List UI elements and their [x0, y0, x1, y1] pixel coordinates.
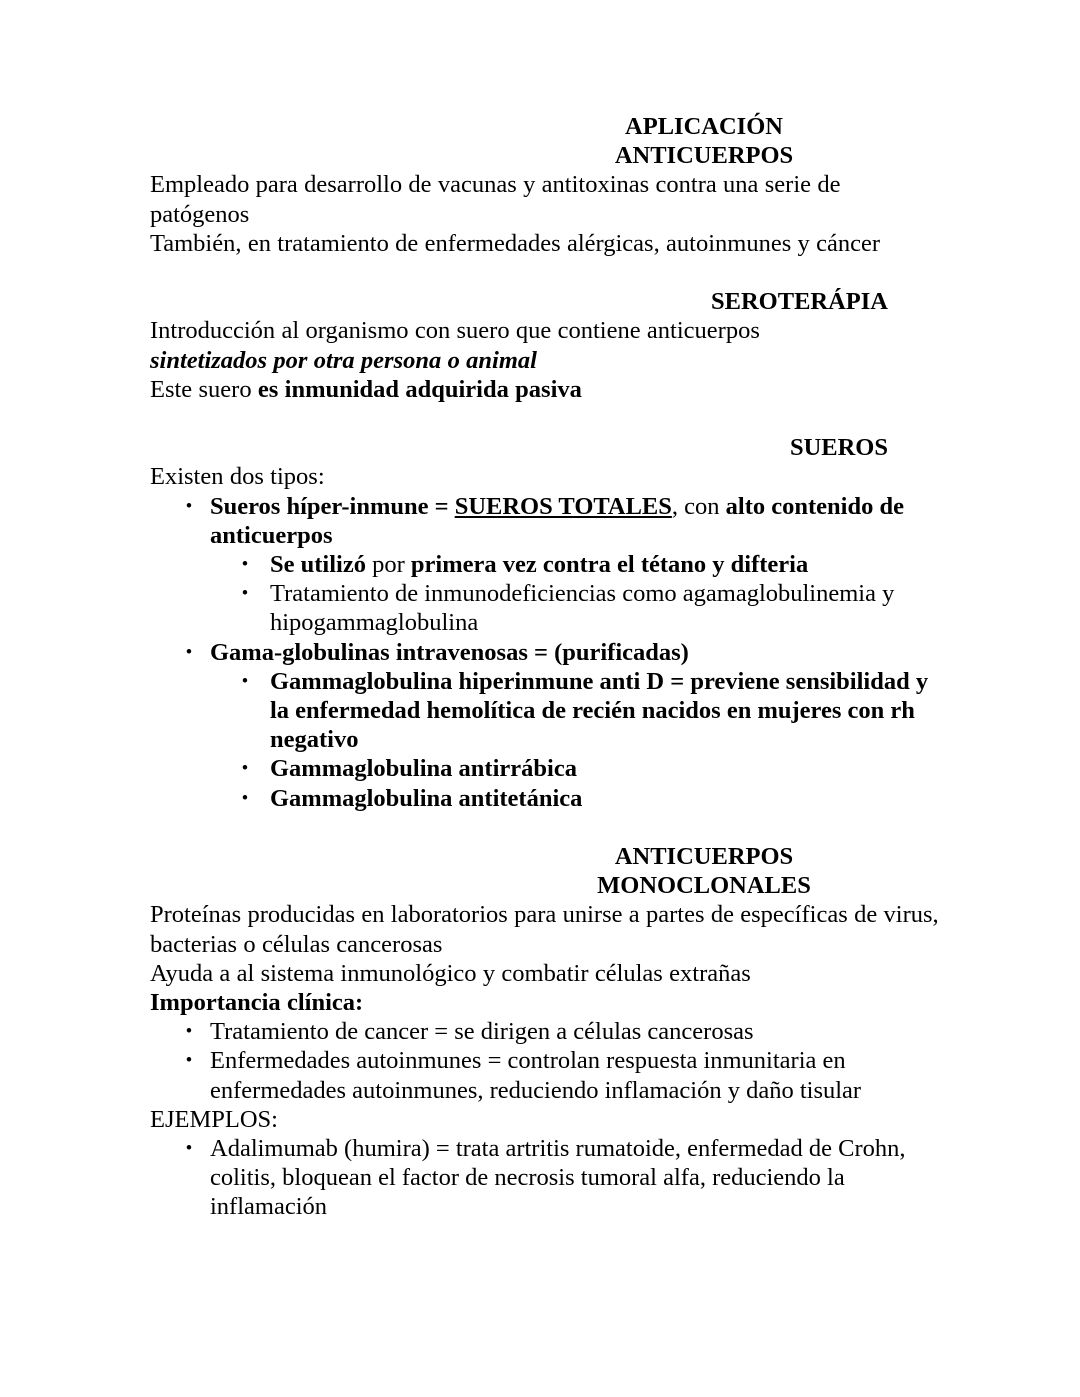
list-item [241, 579, 940, 637]
list-item-text: Enfermedades autoinmunes = controlan respuesta inmunitaria en enfermedades autoinmunes, reduciendo inflamación y daño tisular [210, 1047, 862, 1104]
section-heading-aplicacion-line1: APLICACIÓN [625, 113, 783, 140]
section-heading-monoclonales-line1: ANTICUERPOS [614, 843, 794, 871]
list-item-text [270, 550, 940, 579]
list-item [241, 550, 940, 579]
text-por-connector: por [365, 551, 411, 579]
list-item [150, 1134, 940, 1222]
bullet-icon: • [241, 670, 249, 692]
bullet-icon: • [185, 1138, 193, 1160]
list-item-text: Tratamiento de cancer = se dirigen a células cancerosas [210, 1018, 754, 1046]
importancia-clinica-list [150, 1017, 940, 1105]
spacer-3 [150, 813, 940, 842]
paragraph-proteinas: Proteínas producidas en laboratorios para unirse a partes de específicas de virus, bacterias o células cancerosas [150, 901, 939, 958]
list-item [150, 1046, 940, 1104]
list-item-text: Gammaglobulina antirrábica [270, 755, 577, 783]
sueros-hiper-sublist [150, 550, 940, 638]
paragraph-empleado: Empleado para desarrollo de vacunas y antitoxinas contra una serie de patógenos [150, 171, 841, 228]
section-heading-monoclonales-line2: MONOCLONALES [597, 872, 811, 900]
paragraph-este-suero [150, 375, 940, 404]
text-este-suero-prefix: Este suero [150, 375, 258, 403]
list-item-text: Gammaglobulina antitetánica [270, 784, 583, 812]
text-sintetizados: sintetizados por otra persona o animal [150, 346, 537, 374]
bullet-icon: • [185, 1050, 193, 1072]
spacer-1 [150, 258, 940, 287]
label-ejemplos: EJEMPLOS: [150, 1105, 278, 1133]
bullet-icon: • [241, 787, 249, 809]
sueros-list [150, 492, 940, 813]
text-se-utilizo: Se utilizó [270, 551, 366, 579]
paragraph-sintetizados [150, 346, 940, 375]
text-primera-vez-tetano: primera vez contra el tétano y difteria [410, 551, 809, 579]
text-sueros-hiper-inmune: Sueros híper-inmune = [210, 492, 455, 520]
list-item-text: Adalimumab (humira) = trata artritis rumatoide, enfermedad de Crohn, colitis, bloquean el factor de necrosis tumoral alfa, reduciendo la inflamación [210, 1135, 906, 1221]
spacer-2 [150, 404, 940, 433]
list-item-text: Tratamiento de inmunodeficiencias como agamaglobulinemia y hipogammaglobulina [270, 580, 895, 637]
list-item [150, 638, 940, 813]
text-inmunidad-pasiva: es inmunidad adquirida pasiva [257, 375, 582, 403]
paragraph-existen-dos-tipos: Existen dos tipos: [150, 463, 325, 491]
section-heading-sueros: SUEROS [789, 434, 888, 462]
bullet-icon: • [241, 758, 249, 780]
list-item [150, 492, 940, 638]
list-item [241, 667, 940, 755]
text-alto-contenido: alto contenido de anticuerpos [210, 492, 904, 549]
bullet-icon: • [185, 1021, 193, 1043]
list-item [241, 784, 940, 813]
subheading-importancia-clinica: Importancia clínica: [150, 989, 364, 1017]
paragraph-ayuda: Ayuda a al sistema inmunológico y combatir células extrañas [150, 959, 751, 987]
section-heading-seroterapia: SEROTERÁPIA [711, 288, 888, 316]
list-item [241, 754, 940, 783]
bullet-icon: • [241, 554, 249, 576]
list-item-text: Gama-globulinas intravenosas = (purificadas) [210, 638, 689, 666]
list-item-text: Gammaglobulina hiperinmune anti D = previene sensibilidad y la enfermedad hemolítica de recién nacidos en mujeres con rh negativo [270, 667, 929, 754]
gamaglobulinas-sublist [150, 667, 940, 813]
bullet-icon: • [241, 583, 249, 605]
paragraph-introduccion: Introducción al organismo con suero que contiene anticuerpos [150, 317, 760, 345]
ejemplos-list [150, 1134, 940, 1222]
list-item [150, 1017, 940, 1046]
text-con-connector: , con [671, 492, 726, 520]
bullet-icon: • [185, 495, 193, 517]
text-sueros-totales: SUEROS TOTALES [454, 492, 672, 520]
paragraph-tambien: También, en tratamiento de enfermedades alérgicas, autoinmunes y cáncer [150, 229, 881, 257]
list-item-text [210, 492, 940, 550]
bullet-icon: • [185, 641, 193, 663]
section-heading-aplicacion-line2: ANTICUERPOS [614, 142, 794, 170]
